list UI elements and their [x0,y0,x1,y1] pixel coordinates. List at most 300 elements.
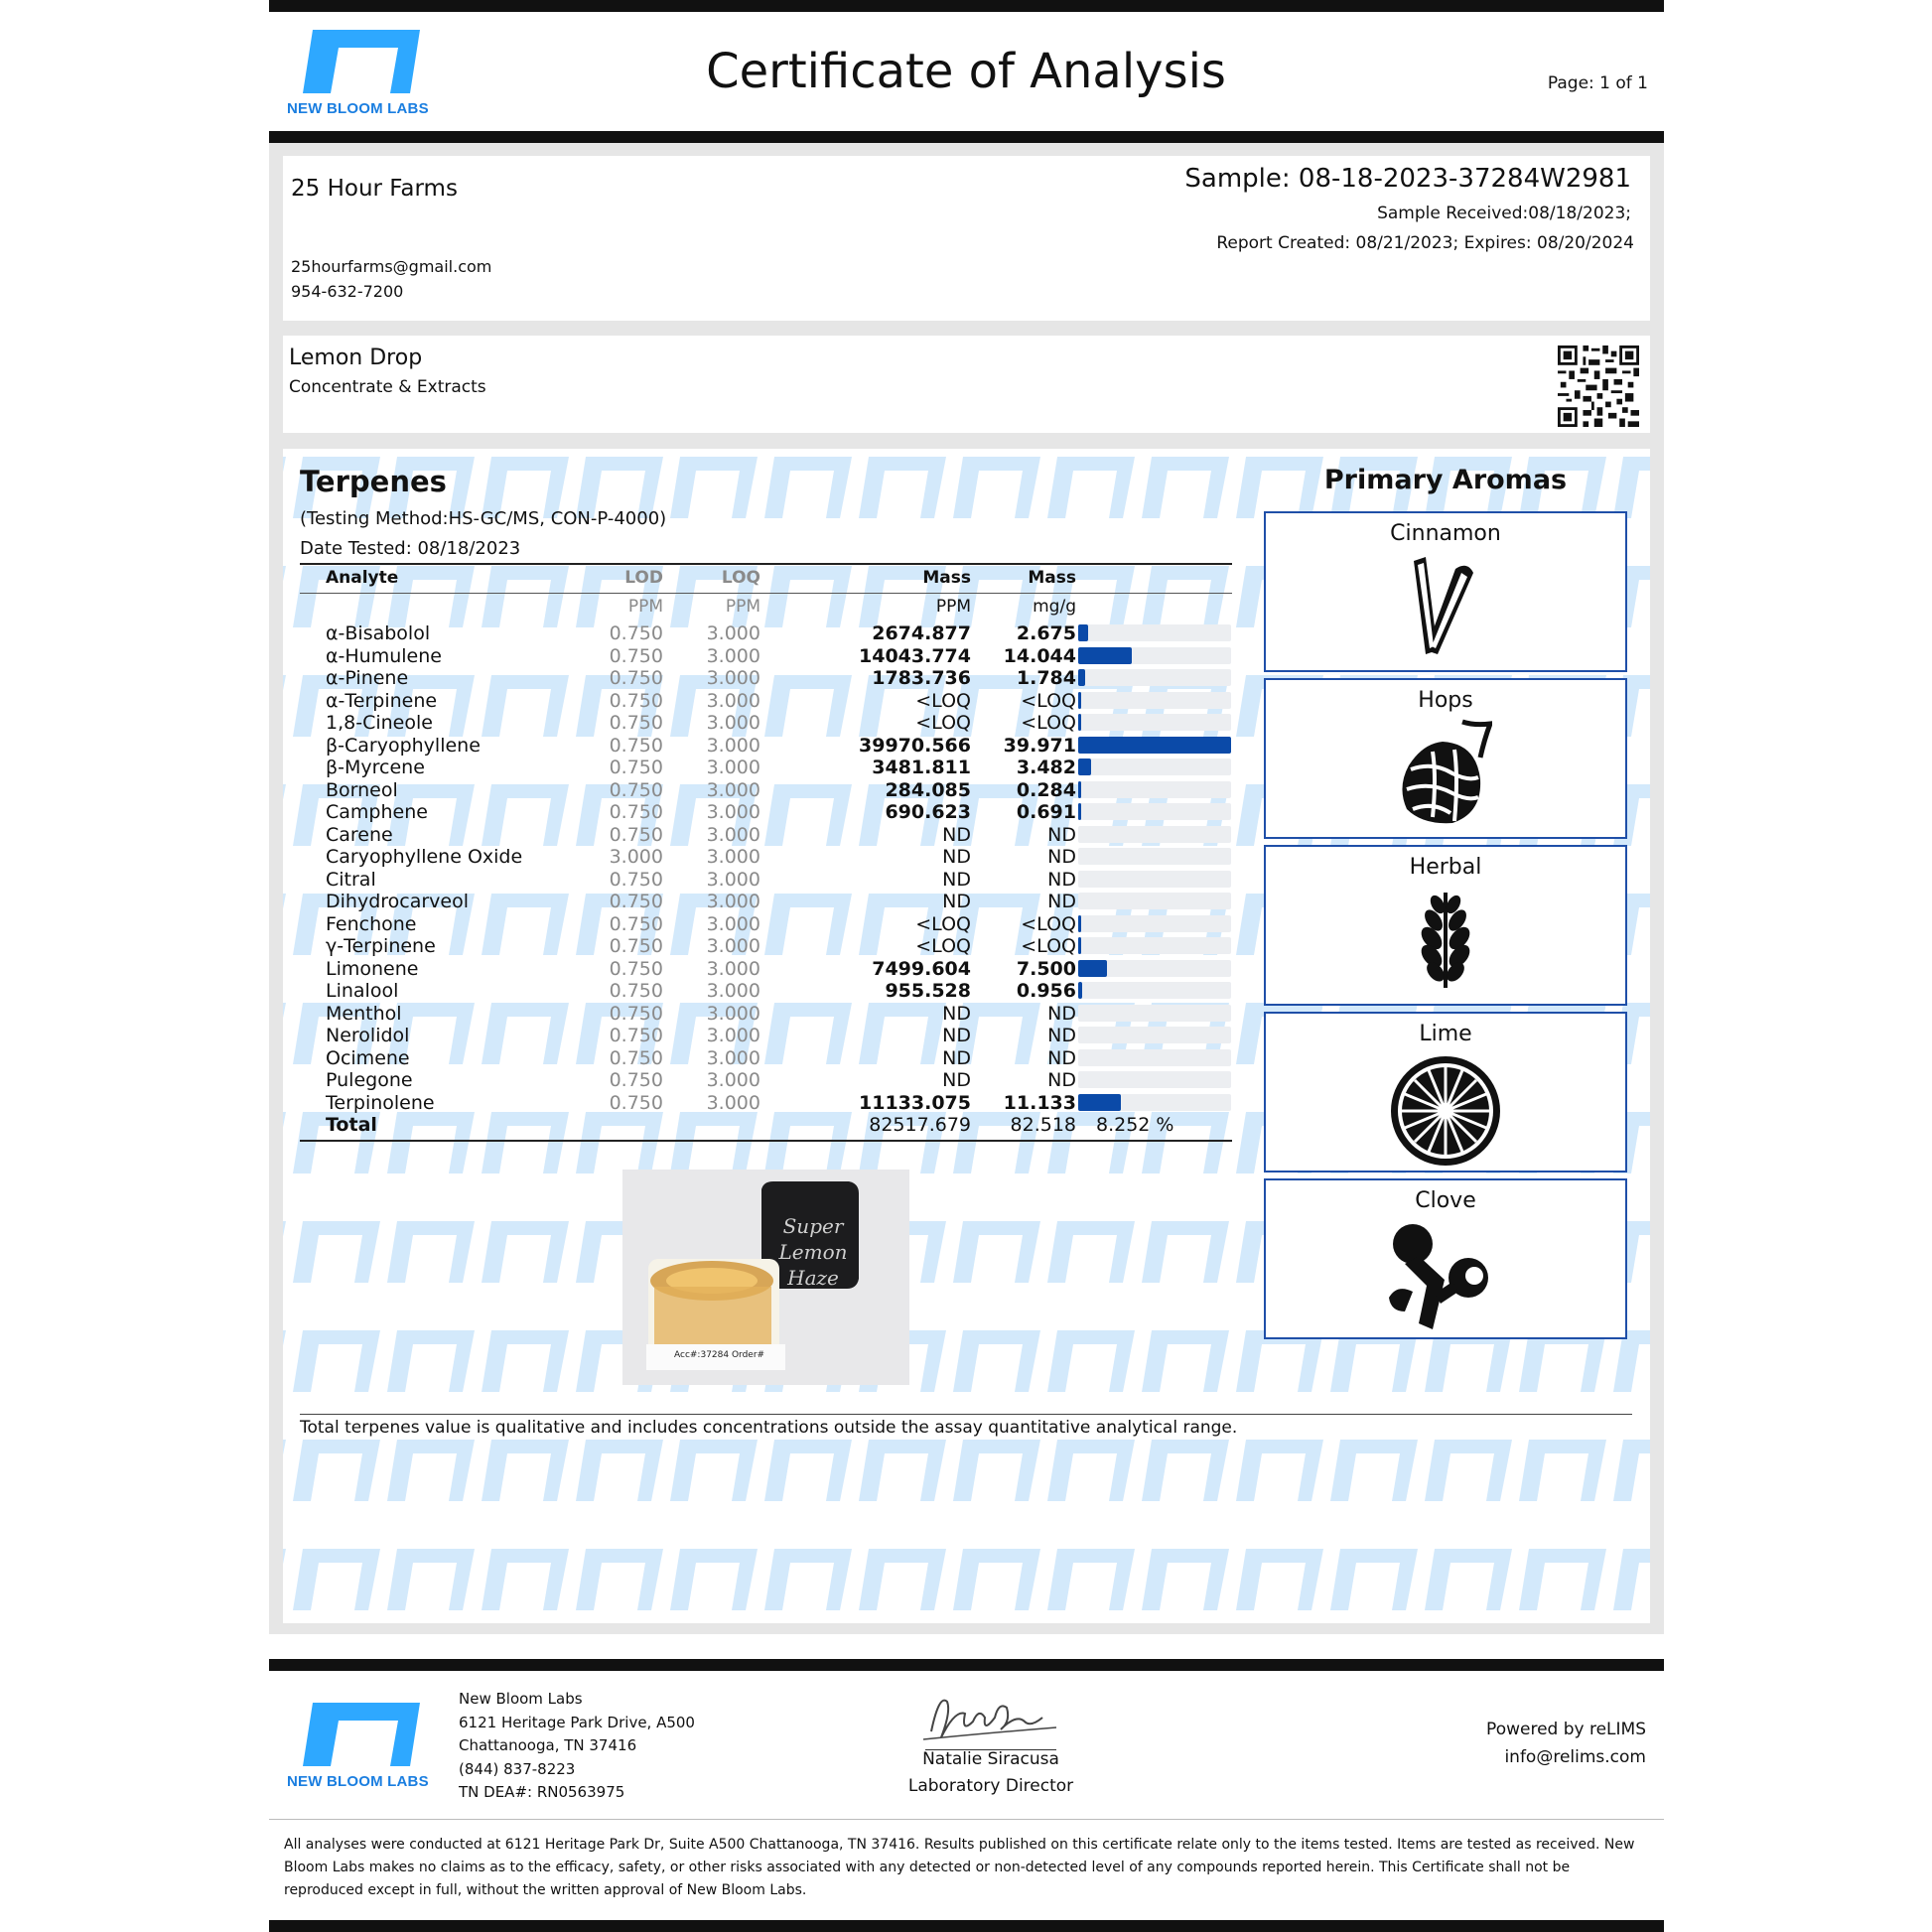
aroma-label: Lime [1419,1022,1472,1046]
analyte-name: Camphene [326,801,428,823]
mass-mg-value: <LOQ [1021,935,1076,957]
analyte-name: α-Pinene [326,667,409,689]
mass-mg-value: ND [1047,1025,1076,1046]
loq-value: 3.000 [706,823,760,846]
watermark-mark [1142,1330,1229,1392]
watermark-mark [859,1549,946,1610]
jar-illustration [622,1170,909,1385]
watermark-mark [1613,1440,1650,1501]
analyte-name: α-Humulene [326,644,442,667]
watermark-mark [293,1440,380,1501]
watermark-mark [1236,1440,1323,1501]
unit-mass-ppm: PPM [935,597,971,617]
watermark-mark [1425,1549,1512,1610]
watermark-mark [953,457,1040,518]
jar-lid-text: Super Lemon Haze [778,1214,848,1290]
footer-lab-name: New Bloom Labs [459,1690,583,1708]
analyte-name: β-Myrcene [326,757,425,778]
header-rule [269,131,1664,143]
terpenes-note: Total terpenes value is qualitative and includes concentrations outside the assay quantitative analytical range. [300,1418,1238,1438]
lod-value: 0.750 [609,891,663,912]
watermark-mark [1142,1440,1229,1501]
concentration-bar-track [1078,624,1231,641]
table-bottom-rule [300,1140,1232,1142]
concentration-bar-track [1078,803,1231,820]
aroma-lime [1264,1012,1627,1173]
table-row [326,690,1239,712]
table-row [326,913,1239,935]
bottom-rule [269,1920,1664,1932]
header-loq: LOQ [721,568,760,588]
watermark-mark [283,1330,286,1392]
analyte-name: Dihydrocarveol [326,891,470,912]
table-row [326,980,1239,1002]
mass-mg-value: 0.956 [1016,980,1076,1002]
client-email: 25hourfarms@gmail.com [291,257,492,276]
hops-icon [1393,718,1492,827]
concentration-bar-track [1078,826,1231,843]
watermark-mark [764,1440,852,1501]
table-row [326,801,1239,823]
mass-mg-value: 7.500 [1016,957,1076,980]
aromas-title: Primary Aromas [1323,465,1568,495]
watermark-mark [482,1330,569,1392]
analyte-name: Terpinolene [326,1091,435,1114]
table-header-rule [300,593,1232,594]
mass-ppm-value: 3481.811 [872,757,971,778]
loq-value: 3.000 [706,957,760,980]
lod-value: 0.750 [609,1002,663,1025]
mass-ppm-value: ND [942,823,971,846]
aroma-label: Cinnamon [1390,521,1501,546]
table-row [326,757,1239,778]
table-row [326,958,1239,980]
testing-method: (Testing Method:HS-GC/MS, CON-P-4000) [300,508,667,529]
watermark-mark [1613,1549,1650,1610]
watermark-mark [576,1440,663,1501]
lod-value: 0.750 [609,912,663,935]
footer-logo-mark [299,1701,426,1768]
watermark-mark [576,1549,663,1610]
lod-value: 0.750 [609,757,663,778]
watermark-mark [764,457,852,518]
concentration-bar [1078,737,1231,754]
disclaimer-rule [269,1819,1664,1820]
watermark-mark [482,1440,569,1501]
terpenes-title: Terpenes [300,465,447,498]
loq-value: 3.000 [706,980,760,1002]
mass-mg-value: ND [1047,846,1076,868]
table-row [326,667,1239,689]
mass-mg-value: 1.784 [1016,667,1076,689]
watermark-mark [953,1221,1040,1283]
qr-code-icon [1558,345,1639,427]
table-row [326,712,1239,734]
top-rule [269,0,1664,12]
mass-ppm-value: ND [942,868,971,891]
page-number: Page: 1 of 1 [1547,73,1648,93]
total-label: Total [326,1114,377,1136]
lod-value: 0.750 [609,778,663,801]
unit-mass-mg: mg/g [1033,597,1076,617]
table-units [326,596,1239,618]
watermark-mark [293,1330,380,1392]
mass-mg-value: ND [1047,1046,1076,1069]
concentration-bar [1078,781,1081,798]
concentration-bar-track [1078,692,1231,709]
total-ppm: 82517.679 [869,1114,971,1136]
lod-value: 0.750 [609,1069,663,1091]
mass-mg-value: ND [1047,823,1076,846]
concentration-bar-track [1078,759,1231,775]
table-row [326,935,1239,957]
loq-value: 3.000 [706,868,760,891]
header-analyte: Analyte [326,568,399,588]
concentration-bar [1078,1094,1121,1111]
concentration-bar [1078,960,1107,977]
note-rule [300,1414,1632,1415]
table-row [326,1025,1239,1046]
page-title: Certificate of Analysis [706,44,1226,99]
watermark-mark [1425,1330,1512,1392]
lod-value: 0.750 [609,980,663,1002]
analyte-name: Menthol [326,1002,402,1025]
watermark-mark [387,1549,475,1610]
concentration-bar-track [1078,669,1231,686]
relims-contact[interactable]: info@relims.com [1504,1747,1646,1767]
mass-mg-value: 0.284 [1016,778,1076,801]
unit-lod: PPM [627,597,663,617]
lod-value: 0.750 [609,712,663,734]
analyte-name: β-Caryophyllene [326,734,481,757]
product-category: Concentrate & Extracts [289,377,486,397]
watermark-mark [1047,1330,1135,1392]
signer-title: Laboratory Director [907,1776,1074,1796]
mass-ppm-value: 14043.774 [859,644,971,667]
concentration-bar [1078,647,1132,664]
header-mass-mg: Mass [1028,568,1076,588]
watermark-mark [1047,1549,1135,1610]
concentration-bar-track [1078,937,1231,954]
loq-value: 3.000 [706,622,760,644]
watermark-mark [293,1221,380,1283]
concentration-bar [1078,803,1081,820]
watermark-mark [387,1330,475,1392]
lod-value: 0.750 [609,644,663,667]
mass-mg-value: 2.675 [1016,622,1076,644]
concentration-bar-track [1078,714,1231,731]
analyte-name: Caryophyllene Oxide [326,846,523,868]
director-signature [921,1688,1060,1751]
concentration-bar [1078,982,1082,999]
mass-ppm-value: <LOQ [915,689,971,712]
report-dates: Report Created: 08/21/2023; Expires: 08/20/2024 [1216,233,1634,253]
watermark-mark [953,1549,1040,1610]
total-row [326,1114,1239,1136]
watermark-mark [283,1221,286,1283]
mass-mg-value: 14.044 [1003,644,1076,667]
watermark-mark [387,1221,475,1283]
watermark-mark [1330,1440,1418,1501]
mass-mg-value: 11.133 [1003,1091,1076,1114]
mass-mg-value: ND [1047,868,1076,891]
signer-name: Natalie Siracusa [922,1749,1059,1769]
mass-ppm-value: ND [942,1025,971,1046]
footer-address1: 6121 Heritage Park Drive, A500 [459,1713,695,1731]
watermark-mark [283,675,286,737]
concentration-bar-track [1078,848,1231,865]
mass-ppm-value: 1783.736 [872,667,971,689]
watermark-mark [1142,1221,1229,1283]
watermark-mark [283,1549,286,1610]
watermark-mark [387,1440,475,1501]
watermark-mark [1519,1549,1606,1610]
watermark-mark [482,1549,569,1610]
watermark-mark [953,1440,1040,1501]
header-lod: LOD [624,568,663,588]
aroma-clove [1264,1178,1627,1339]
client-card [283,156,1650,321]
watermark-mark [1519,1330,1606,1392]
footer-phone: (844) 837-8223 [459,1759,576,1778]
concentration-bar-track [1078,1071,1231,1088]
watermark-mark [283,566,286,627]
mass-ppm-value: <LOQ [915,912,971,935]
mass-ppm-value: 955.528 [885,980,971,1002]
aroma-label: Clove [1415,1188,1476,1213]
analyte-name: Citral [326,868,376,891]
loq-value: 3.000 [706,1091,760,1114]
mass-ppm-value: ND [942,846,971,868]
concentration-bar [1078,759,1091,775]
table-row [326,645,1239,667]
analyte-name: Limonene [326,957,419,980]
table-row [326,779,1239,801]
concentration-bar [1078,937,1081,954]
watermark-mark [1047,1221,1135,1283]
watermark-mark [1142,457,1229,518]
concentration-bar-track [1078,982,1231,999]
lod-value: 0.750 [609,935,663,957]
analyte-name: Nerolidol [326,1025,410,1046]
watermark-mark [283,1440,286,1501]
mass-ppm-value: 284.085 [885,778,971,801]
concentration-bar-track [1078,1005,1231,1022]
table-row [326,735,1239,757]
lod-value: 0.750 [609,667,663,689]
analyte-name: Ocimene [326,1046,410,1069]
watermark-mark [1330,1549,1418,1610]
watermark-mark [1236,1330,1323,1392]
concentration-bar [1078,669,1085,686]
mass-mg-value: 0.691 [1016,801,1076,823]
aroma-label: Hops [1418,688,1473,713]
lime-icon [1388,1053,1503,1169]
mass-mg-value: ND [1047,1069,1076,1091]
lod-value: 0.750 [609,1046,663,1069]
concentration-bar-track [1078,893,1231,909]
loq-value: 3.000 [706,734,760,757]
watermark-mark [293,1549,380,1610]
analyte-name: Borneol [326,778,398,801]
analyte-name: Carene [326,823,393,846]
clove-icon [1383,1220,1498,1335]
footer-address2: Chattanooga, TN 37416 [459,1736,637,1754]
total-percent: 8.252 % [1096,1114,1174,1136]
table-top-rule [300,563,1232,565]
loq-value: 3.000 [706,801,760,823]
loq-value: 3.000 [706,1069,760,1091]
loq-value: 3.000 [706,1025,760,1046]
analyte-name: γ-Terpinene [326,935,436,957]
aroma-hops [1264,678,1627,839]
mass-mg-value: ND [1047,1002,1076,1025]
mass-ppm-value: <LOQ [915,935,971,957]
disclaimer: All analyses were conducted at 6121 Heritage Park Dr, Suite A500 Chattanooga, TN 37416. Results published on this certificate relate only to the items tested. Items are tested as received. New Bloom Labs makes no claims as to the efficacy, safety, or other risks associated with any detected or non-detected level of any compounds reported herein. This Certificate shall not be reproduced except in full, without the written approval of New Bloom Labs. [284,1837,1635,1898]
aroma-label: Herbal [1409,855,1482,880]
mass-ppm-value: ND [942,1046,971,1069]
watermark-mark [482,1221,569,1283]
concentration-bar-track [1078,915,1231,932]
footer-logo-text: NEW BLOOM LABS [287,1773,429,1790]
loq-value: 3.000 [706,1046,760,1069]
table-header [326,567,1239,589]
watermark-mark [670,1440,758,1501]
analyte-name: α-Bisabolol [326,622,431,644]
mass-ppm-value: <LOQ [915,712,971,734]
aroma-cinnamon [1264,511,1627,672]
mass-mg-value: <LOQ [1021,912,1076,935]
concentration-bar [1078,692,1081,709]
header-mass-ppm: Mass [922,568,971,588]
loq-value: 3.000 [706,778,760,801]
mass-ppm-value: ND [942,1002,971,1025]
watermark-mark [283,457,286,518]
mass-ppm-value: ND [942,1069,971,1091]
table-row [326,846,1239,868]
watermark-mark [953,1330,1040,1392]
analyte-name: Fenchone [326,912,417,935]
lod-value: 0.750 [609,734,663,757]
watermark-mark [1330,1330,1418,1392]
loq-value: 3.000 [706,757,760,778]
concentration-bar-track [1078,871,1231,888]
watermark-mark [1047,457,1135,518]
concentration-bar [1078,624,1088,641]
watermark-mark [283,784,286,846]
table-row [326,891,1239,912]
client-phone: 954-632-7200 [291,282,404,301]
sample-id: Sample: 08-18-2023-37284W2981 [1184,164,1631,194]
mass-ppm-value: ND [942,891,971,912]
table-row [326,824,1239,846]
unit-loq: PPM [725,597,760,617]
mass-mg-value: 3.482 [1016,757,1076,778]
lod-value: 0.750 [609,801,663,823]
concentration-bar-track [1078,647,1231,664]
loq-value: 3.000 [706,667,760,689]
powered-by: Powered by reLIMS [1486,1720,1646,1739]
footer-rule [269,1659,1664,1671]
concentration-bar-track [1078,737,1231,754]
mass-ppm-value: 39970.566 [859,734,971,757]
total-mg: 82.518 [1010,1114,1076,1136]
table-row [326,1003,1239,1025]
watermark-mark [1142,1549,1229,1610]
analyte-name: Linalool [326,980,399,1002]
watermark-mark [670,457,758,518]
lod-value: 0.750 [609,1091,663,1114]
watermark-mark [1425,1440,1512,1501]
footer-lab-address [459,1688,695,1805]
lod-value: 3.000 [609,846,663,868]
mass-mg-value: <LOQ [1021,712,1076,734]
loq-value: 3.000 [706,689,760,712]
watermark-mark [283,1112,286,1173]
concentration-bar-track [1078,1049,1231,1066]
loq-value: 3.000 [706,891,760,912]
lod-value: 0.750 [609,689,663,712]
concentration-bar-track [1078,781,1231,798]
mass-mg-value: <LOQ [1021,689,1076,712]
watermark-mark [283,1003,286,1064]
mass-mg-value: ND [1047,891,1076,912]
lod-value: 0.750 [609,823,663,846]
product-name: Lemon Drop [289,345,423,370]
table-row [326,1092,1239,1114]
date-tested: Date Tested: 08/18/2023 [300,538,521,559]
lod-value: 0.750 [609,622,663,644]
watermark-mark [859,457,946,518]
loq-value: 3.000 [706,935,760,957]
watermark-mark [859,1440,946,1501]
loq-value: 3.000 [706,1002,760,1025]
analyte-name: 1,8-Cineole [326,712,433,734]
watermark-mark [1236,1549,1323,1610]
mass-ppm-value: 7499.604 [872,957,971,980]
table-row [326,1047,1239,1069]
footer-logo [287,1701,429,1792]
concentration-bar-track [1078,1027,1231,1043]
lab-logo-text: NEW BLOOM LABS [287,100,429,117]
client-name: 25 Hour Farms [291,176,458,202]
sample-received: Sample Received:08/18/2023; [1377,204,1631,223]
loq-value: 3.000 [706,846,760,868]
footer-dea: TN DEA#: RN0563975 [459,1783,625,1801]
product-card [283,336,1650,433]
mass-ppm-value: 11133.075 [859,1091,971,1114]
cinnamon-icon [1396,551,1495,660]
table-row [326,1069,1239,1091]
analyte-name: α-Terpinene [326,689,438,712]
aroma-herbal [1264,845,1627,1006]
lod-value: 0.750 [609,1025,663,1046]
herbal-icon [1396,885,1495,994]
lod-value: 0.750 [609,957,663,980]
concentration-bar [1078,714,1081,731]
concentration-bar [1078,915,1081,932]
watermark-mark [283,894,286,955]
watermark-mark [1047,1440,1135,1501]
watermark-mark [1519,1440,1606,1501]
watermark-mark [670,1549,758,1610]
table-row [326,869,1239,891]
analyte-name: Pulegone [326,1069,413,1091]
loq-value: 3.000 [706,644,760,667]
mass-mg-value: 39.971 [1003,734,1076,757]
loq-value: 3.000 [706,912,760,935]
mass-ppm-value: 2674.877 [872,622,971,644]
